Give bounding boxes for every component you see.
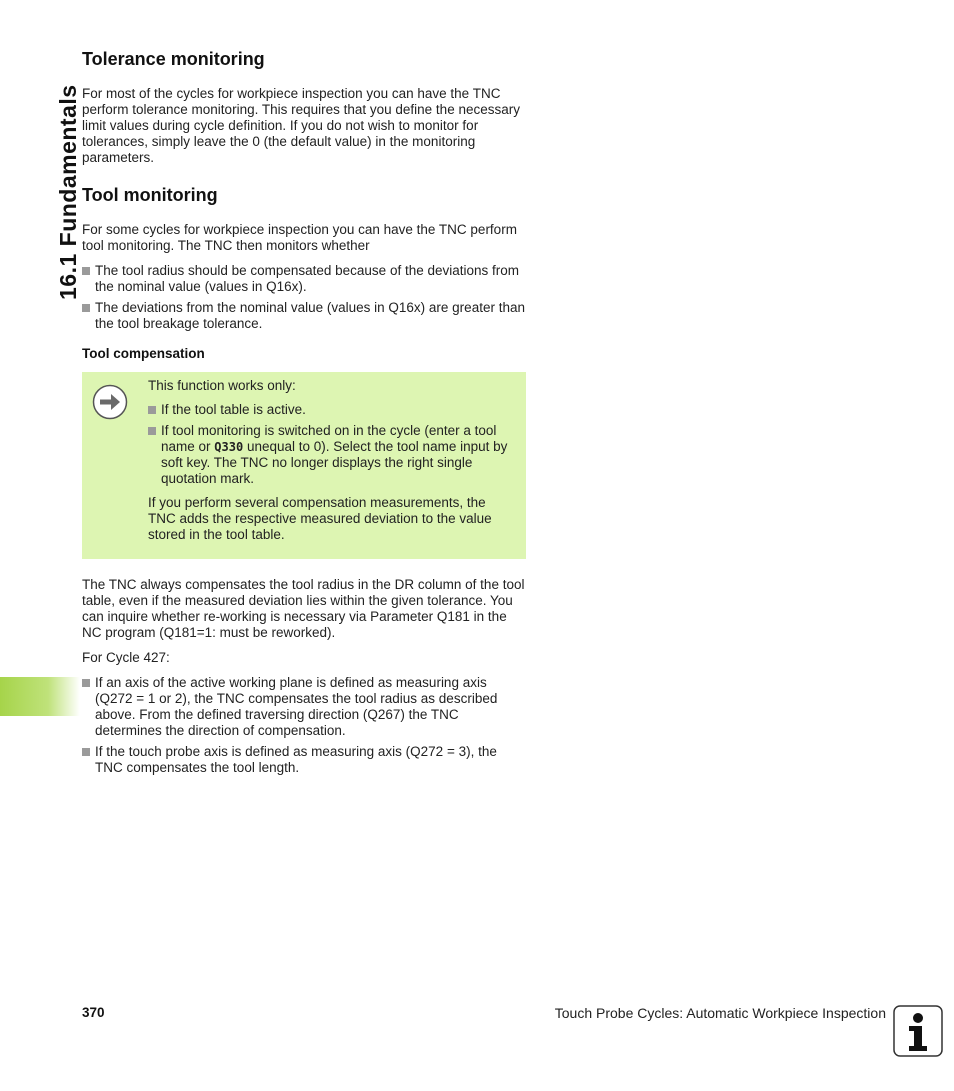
- list-item: If the tool table is active.: [148, 402, 514, 418]
- note-bullet-text-before: If tool monitoring is switched on in the cycle (enter a tool name or: [161, 423, 497, 454]
- chapter-side-title-text: 16.1 Fundamentals: [55, 84, 81, 300]
- arrow-right-icon: [92, 384, 128, 420]
- main-content: [82, 48, 526, 785]
- tool-monitoring-heading: Tool monitoring: [82, 185, 218, 205]
- compensation-paragraph: The TNC always compensates the tool radius in the DR column of the tool table, even if the measured deviation lies within the given tolerance. You can inquire whether re-working is necessary via Parameter Q181 in the NC program (Q181=1: must be reworked).: [82, 577, 525, 640]
- tolerance-monitoring-section: [82, 48, 526, 166]
- parameter-code: Q330: [214, 440, 244, 454]
- tolerance-monitoring-heading: Tolerance monitoring: [82, 49, 265, 69]
- note-intro: This function works only:: [148, 378, 296, 393]
- list-item: If the touch probe axis is defined as measuring axis (Q272 = 3), the TNC compensates the tool length.: [82, 744, 526, 776]
- info-icon: [893, 1005, 943, 1057]
- tool-monitoring-paragraph: For some cycles for workpiece inspection you can have the TNC perform tool monitoring. The TNC then monitors whether: [82, 222, 517, 253]
- cycle-427-list: [82, 675, 526, 776]
- note-bullet-text-after: unequal to 0). Select the tool name input by soft key. The TNC no longer displays the right single quotation mark.: [161, 439, 508, 486]
- list-item: The deviations from the nominal value (values in Q16x) are greater than the tool breakage tolerance.: [82, 300, 526, 332]
- tolerance-monitoring-paragraph: For most of the cycles for workpiece inspection you can have the TNC perform tolerance monitoring. This requires that you define the necessary limit values during cycle definition. If you do not wish to monitor for tolerances, simply leave the 0 (the default value) in the monitoring parameters.: [82, 86, 520, 165]
- chapter-thumb-tab: [0, 677, 80, 716]
- tool-compensation-section: [82, 346, 526, 776]
- cycle-427-paragraph: For Cycle 427:: [82, 650, 170, 665]
- note-box: [82, 372, 526, 559]
- list-item: If an axis of the active working plane is defined as measuring axis (Q272 = 1 or 2), the TNC compensates the tool radius as described above. From the defined traversing direction (Q267) the TNC determines the direction of compensation.: [82, 675, 526, 739]
- footer-title: Touch Probe Cycles: Automatic Workpiece Inspection: [554, 1005, 886, 1021]
- page-number: 370: [82, 1005, 105, 1020]
- list-item: [148, 423, 514, 487]
- note-paragraph: If you perform several compensation measurements, the TNC adds the respective measured deviation to the value stored in the tool table.: [148, 495, 492, 542]
- note-list: [148, 402, 514, 487]
- chapter-side-title: [27, 50, 81, 300]
- tool-compensation-heading: Tool compensation: [82, 346, 205, 361]
- list-item: The tool radius should be compensated because of the deviations from the nominal value (values in Q16x).: [82, 263, 526, 295]
- tool-monitoring-list: [82, 263, 526, 332]
- tool-monitoring-section: [82, 184, 526, 332]
